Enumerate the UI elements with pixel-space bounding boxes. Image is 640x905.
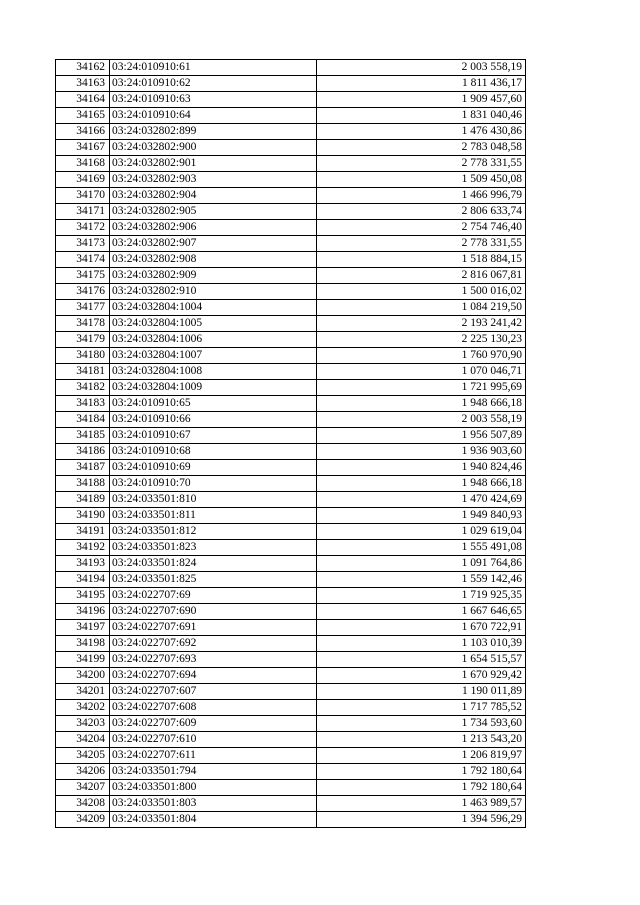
cadastral-number-cell: 03:24:010910:65	[110, 396, 317, 412]
table-row	[56, 412, 526, 428]
row-number-cell: 34197	[56, 620, 110, 636]
table-row	[56, 316, 526, 332]
cadastral-number-cell: 03:24:022707:694	[110, 668, 317, 684]
cadastral-number-cell: 03:24:022707:607	[110, 684, 317, 700]
row-number-cell: 34175	[56, 268, 110, 284]
table-row	[56, 92, 526, 108]
row-number-cell: 34167	[56, 140, 110, 156]
cadastral-number-cell: 03:24:010910:67	[110, 428, 317, 444]
table-row	[56, 716, 526, 732]
table-row	[56, 332, 526, 348]
table-row	[56, 108, 526, 124]
row-number-cell: 34209	[56, 812, 110, 828]
cadastral-value-cell: 1 831 040,46	[317, 108, 526, 124]
table-row	[56, 508, 526, 524]
cadastral-value-cell: 2 225 130,23	[317, 332, 526, 348]
cadastral-number-cell: 03:24:032802:899	[110, 124, 317, 140]
cadastral-value-cell: 1 555 491,08	[317, 540, 526, 556]
cadastral-number-cell: 03:24:010910:63	[110, 92, 317, 108]
table-row	[56, 492, 526, 508]
cadastral-value-cell: 1 956 507,89	[317, 428, 526, 444]
row-number-cell: 34204	[56, 732, 110, 748]
table-row	[56, 124, 526, 140]
cadastral-value-cell: 1 936 903,60	[317, 444, 526, 460]
cadastral-number-cell: 03:24:022707:691	[110, 620, 317, 636]
table-row	[56, 652, 526, 668]
row-number-cell: 34195	[56, 588, 110, 604]
cadastral-value-cell: 1 500 016,02	[317, 284, 526, 300]
cadastral-number-cell: 03:24:032804:1008	[110, 364, 317, 380]
row-number-cell: 34205	[56, 748, 110, 764]
row-number-cell: 34191	[56, 524, 110, 540]
cadastral-number-cell: 03:24:022707:608	[110, 700, 317, 716]
table-row	[56, 700, 526, 716]
row-number-cell: 34183	[56, 396, 110, 412]
cadastral-number-cell: 03:24:032802:901	[110, 156, 317, 172]
cadastral-value-cell: 1 509 450,08	[317, 172, 526, 188]
table-row	[56, 268, 526, 284]
row-number-cell: 34179	[56, 332, 110, 348]
row-number-cell: 34188	[56, 476, 110, 492]
cadastral-value-table	[55, 59, 526, 828]
cadastral-number-cell: 03:24:032804:1007	[110, 348, 317, 364]
table-row	[56, 620, 526, 636]
cadastral-value-cell: 1 811 436,17	[317, 76, 526, 92]
cadastral-value-cell: 1 719 925,35	[317, 588, 526, 604]
cadastral-number-cell: 03:24:032804:1009	[110, 380, 317, 396]
cadastral-number-cell: 03:24:022707:692	[110, 636, 317, 652]
row-number-cell: 34198	[56, 636, 110, 652]
table-row	[56, 348, 526, 364]
cadastral-value-cell: 1 909 457,60	[317, 92, 526, 108]
table-row	[56, 796, 526, 812]
cadastral-value-cell: 1 103 010,39	[317, 636, 526, 652]
cadastral-value-cell: 2 193 241,42	[317, 316, 526, 332]
table-row	[56, 428, 526, 444]
cadastral-number-cell: 03:24:032802:910	[110, 284, 317, 300]
cadastral-number-cell: 03:24:010910:69	[110, 460, 317, 476]
row-number-cell: 34163	[56, 76, 110, 92]
cadastral-value-cell: 1 734 593,60	[317, 716, 526, 732]
cadastral-value-cell: 1 213 543,20	[317, 732, 526, 748]
table-row	[56, 380, 526, 396]
cadastral-number-cell: 03:24:033501:823	[110, 540, 317, 556]
cadastral-value-cell: 2 778 331,55	[317, 156, 526, 172]
row-number-cell: 34165	[56, 108, 110, 124]
cadastral-number-cell: 03:24:033501:811	[110, 508, 317, 524]
cadastral-number-cell: 03:24:033501:810	[110, 492, 317, 508]
cadastral-number-cell: 03:24:033501:794	[110, 764, 317, 780]
row-number-cell: 34203	[56, 716, 110, 732]
row-number-cell: 34181	[56, 364, 110, 380]
table-row	[56, 460, 526, 476]
cadastral-number-cell: 03:24:033501:824	[110, 556, 317, 572]
cadastral-number-cell: 03:24:022707:690	[110, 604, 317, 620]
row-number-cell: 34185	[56, 428, 110, 444]
cadastral-value-cell: 1 476 430,86	[317, 124, 526, 140]
table-row	[56, 572, 526, 588]
row-number-cell: 34174	[56, 252, 110, 268]
table-row	[56, 60, 526, 76]
row-number-cell: 34182	[56, 380, 110, 396]
cadastral-number-cell: 03:24:032804:1005	[110, 316, 317, 332]
cadastral-value-cell: 1 940 824,46	[317, 460, 526, 476]
table-row	[56, 476, 526, 492]
cadastral-number-cell: 03:24:033501:825	[110, 572, 317, 588]
cadastral-number-cell: 03:24:010910:66	[110, 412, 317, 428]
row-number-cell: 34189	[56, 492, 110, 508]
cadastral-number-cell: 03:24:032804:1004	[110, 300, 317, 316]
cadastral-value-cell: 2 754 746,40	[317, 220, 526, 236]
cadastral-number-cell: 03:24:022707:611	[110, 748, 317, 764]
cadastral-number-cell: 03:24:010910:61	[110, 60, 317, 76]
table-row	[56, 684, 526, 700]
table-row	[56, 524, 526, 540]
cadastral-number-cell: 03:24:032802:903	[110, 172, 317, 188]
table-row	[56, 636, 526, 652]
cadastral-number-cell: 03:24:010910:70	[110, 476, 317, 492]
cadastral-number-cell: 03:24:022707:610	[110, 732, 317, 748]
cadastral-number-cell: 03:24:033501:803	[110, 796, 317, 812]
row-number-cell: 34200	[56, 668, 110, 684]
cadastral-value-cell: 1 721 995,69	[317, 380, 526, 396]
cadastral-value-cell: 1 470 424,69	[317, 492, 526, 508]
cadastral-number-cell: 03:24:022707:69	[110, 588, 317, 604]
cadastral-value-cell: 1 760 970,90	[317, 348, 526, 364]
cadastral-value-cell: 2 778 331,55	[317, 236, 526, 252]
cadastral-value-cell: 1 717 785,52	[317, 700, 526, 716]
cadastral-value-cell: 2 816 067,81	[317, 268, 526, 284]
row-number-cell: 34177	[56, 300, 110, 316]
cadastral-value-cell: 2 783 048,58	[317, 140, 526, 156]
row-number-cell: 34178	[56, 316, 110, 332]
cadastral-value-cell: 2 806 633,74	[317, 204, 526, 220]
row-number-cell: 34162	[56, 60, 110, 76]
row-number-cell: 34173	[56, 236, 110, 252]
cadastral-number-cell: 03:24:032802:907	[110, 236, 317, 252]
row-number-cell: 34202	[56, 700, 110, 716]
row-number-cell: 34199	[56, 652, 110, 668]
row-number-cell: 34186	[56, 444, 110, 460]
cadastral-number-cell: 03:24:010910:64	[110, 108, 317, 124]
table-row	[56, 748, 526, 764]
cadastral-number-cell: 03:24:032802:904	[110, 188, 317, 204]
cadastral-value-cell: 1 029 619,04	[317, 524, 526, 540]
row-number-cell: 34164	[56, 92, 110, 108]
row-number-cell: 34171	[56, 204, 110, 220]
row-number-cell: 34196	[56, 604, 110, 620]
table-row	[56, 252, 526, 268]
cadastral-value-cell: 1 654 515,57	[317, 652, 526, 668]
row-number-cell: 34172	[56, 220, 110, 236]
row-number-cell: 34193	[56, 556, 110, 572]
table-row	[56, 76, 526, 92]
row-number-cell: 34206	[56, 764, 110, 780]
cadastral-value-cell: 1 190 011,89	[317, 684, 526, 700]
row-number-cell: 34180	[56, 348, 110, 364]
table-row	[56, 204, 526, 220]
row-number-cell: 34176	[56, 284, 110, 300]
row-number-cell: 34184	[56, 412, 110, 428]
table-row	[56, 556, 526, 572]
table-row	[56, 300, 526, 316]
cadastral-value-cell: 1 670 722,91	[317, 620, 526, 636]
cadastral-number-cell: 03:24:032804:1006	[110, 332, 317, 348]
cadastral-value-cell: 1 792 180,64	[317, 764, 526, 780]
table-row	[56, 284, 526, 300]
table-row	[56, 188, 526, 204]
cadastral-value-cell: 1 667 646,65	[317, 604, 526, 620]
row-number-cell: 34208	[56, 796, 110, 812]
table-row	[56, 812, 526, 828]
table-body	[56, 60, 526, 828]
row-number-cell: 34194	[56, 572, 110, 588]
cadastral-value-cell: 1 206 819,97	[317, 748, 526, 764]
table-row	[56, 396, 526, 412]
row-number-cell: 34168	[56, 156, 110, 172]
table-row	[56, 732, 526, 748]
cadastral-value-cell: 1 466 996,79	[317, 188, 526, 204]
row-number-cell: 34190	[56, 508, 110, 524]
row-number-cell: 34192	[56, 540, 110, 556]
cadastral-value-cell: 1 084 219,50	[317, 300, 526, 316]
cadastral-number-cell: 03:24:010910:68	[110, 444, 317, 460]
cadastral-number-cell: 03:24:033501:812	[110, 524, 317, 540]
cadastral-value-cell: 1 394 596,29	[317, 812, 526, 828]
row-number-cell: 34169	[56, 172, 110, 188]
cadastral-number-cell: 03:24:032802:906	[110, 220, 317, 236]
table-row	[56, 668, 526, 684]
table-row	[56, 172, 526, 188]
row-number-cell: 34166	[56, 124, 110, 140]
row-number-cell: 34170	[56, 188, 110, 204]
table-row	[56, 588, 526, 604]
cadastral-number-cell: 03:24:033501:804	[110, 812, 317, 828]
table-row	[56, 540, 526, 556]
row-number-cell: 34207	[56, 780, 110, 796]
cadastral-value-cell: 1 792 180,64	[317, 780, 526, 796]
cadastral-number-cell: 03:24:032802:905	[110, 204, 317, 220]
cadastral-value-cell: 1 463 989,57	[317, 796, 526, 812]
table-row	[56, 236, 526, 252]
table-row	[56, 444, 526, 460]
cadastral-number-cell: 03:24:010910:62	[110, 76, 317, 92]
cadastral-number-cell: 03:24:032802:908	[110, 252, 317, 268]
cadastral-value-cell: 2 003 558,19	[317, 60, 526, 76]
table-row	[56, 364, 526, 380]
cadastral-value-cell: 1 670 929,42	[317, 668, 526, 684]
cadastral-value-cell: 1 518 884,15	[317, 252, 526, 268]
cadastral-value-cell: 1 070 046,71	[317, 364, 526, 380]
table-row	[56, 780, 526, 796]
table-row	[56, 604, 526, 620]
cadastral-number-cell: 03:24:032802:909	[110, 268, 317, 284]
cadastral-value-cell: 1 948 666,18	[317, 476, 526, 492]
cadastral-value-cell: 1 559 142,46	[317, 572, 526, 588]
row-number-cell: 34201	[56, 684, 110, 700]
table-row	[56, 156, 526, 172]
cadastral-number-cell: 03:24:033501:800	[110, 780, 317, 796]
cadastral-value-cell: 1 948 666,18	[317, 396, 526, 412]
row-number-cell: 34187	[56, 460, 110, 476]
cadastral-number-cell: 03:24:022707:693	[110, 652, 317, 668]
cadastral-number-cell: 03:24:022707:609	[110, 716, 317, 732]
cadastral-value-cell: 1 949 840,93	[317, 508, 526, 524]
table-row	[56, 764, 526, 780]
cadastral-number-cell: 03:24:032802:900	[110, 140, 317, 156]
cadastral-value-cell: 2 003 558,19	[317, 412, 526, 428]
table-row	[56, 140, 526, 156]
cadastral-value-cell: 1 091 764,86	[317, 556, 526, 572]
table-row	[56, 220, 526, 236]
